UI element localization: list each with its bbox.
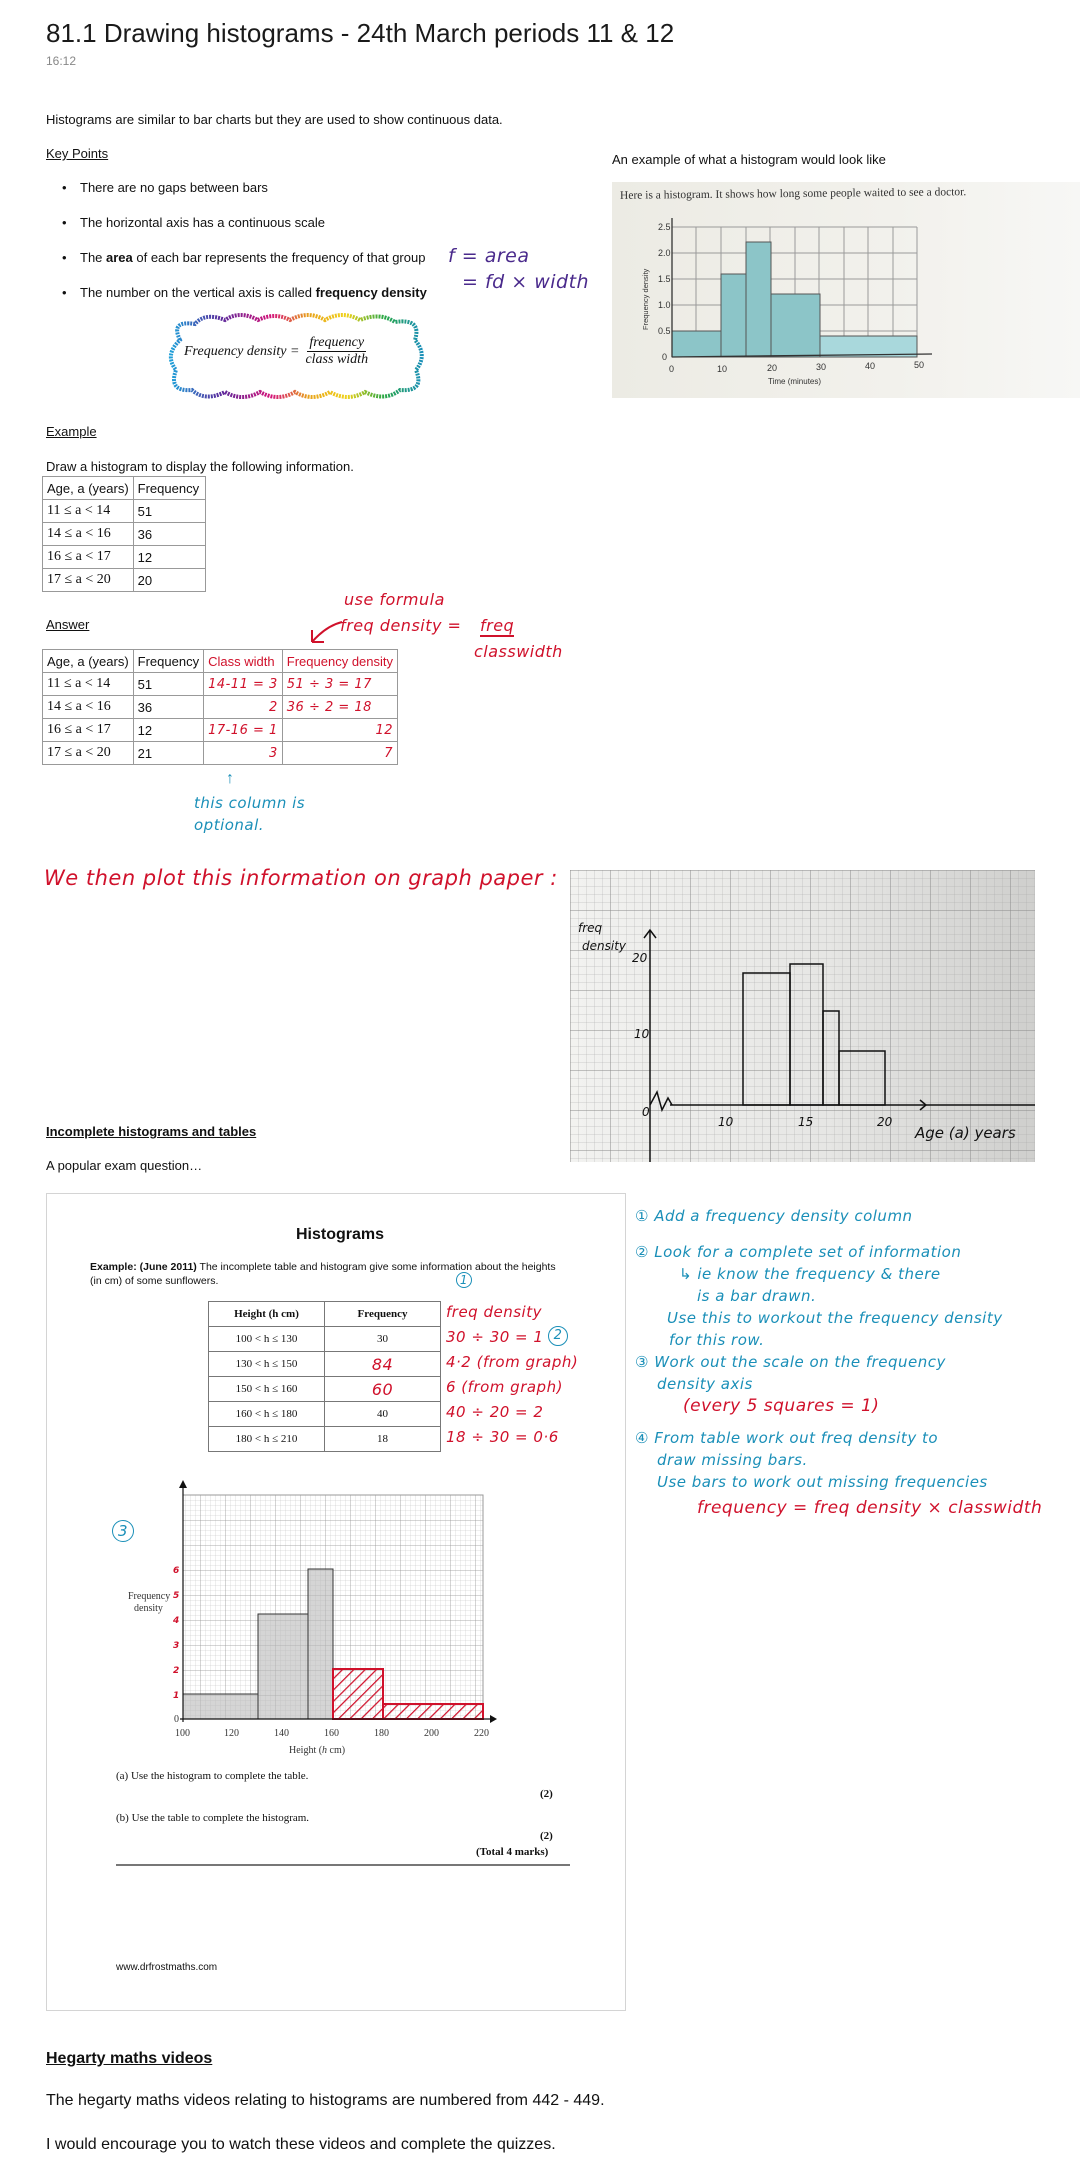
table-row — [43, 742, 398, 765]
table-row — [209, 1402, 441, 1427]
table-cell: 16 ≤ a < 17 — [43, 546, 134, 569]
table-cell-filled: 60 — [325, 1377, 441, 1402]
step-marker-2: 2 — [548, 1326, 568, 1346]
svg-text:100: 100 — [175, 1728, 190, 1739]
svg-text:density: density — [134, 1603, 163, 1614]
note-line: f = area — [448, 245, 530, 267]
freq-density-column — [446, 1300, 578, 1450]
exam-example-label: Example: (June 2011) — [90, 1261, 197, 1273]
formula-numerator: frequency — [309, 335, 365, 350]
exam-title: Histograms — [296, 1226, 385, 1243]
svg-text:50: 50 — [914, 360, 925, 370]
key-points-list — [80, 180, 427, 320]
incomplete-heading: Incomplete histograms and tables — [46, 1124, 257, 1139]
table-cell: 7 — [282, 742, 397, 765]
svg-text:4: 4 — [173, 1616, 180, 1626]
svg-text:6: 6 — [173, 1566, 180, 1576]
svg-text:0: 0 — [642, 1105, 650, 1119]
page-title: 81.1 Drawing histograms - 24th March periods 11 & 12 — [46, 18, 675, 48]
arrow-up-icon: ↑ — [226, 770, 234, 787]
svg-text:15: 15 — [798, 1115, 814, 1129]
table-cell: 11 ≤ a < 14 — [43, 500, 134, 523]
example-histogram-photo — [612, 182, 1080, 398]
step-2-detail: ↳ ie know the frequency & there — [679, 1265, 941, 1283]
table-row — [43, 523, 206, 546]
waiting-time-histogram — [612, 182, 1080, 398]
table-cell: 40 — [325, 1402, 441, 1427]
table-cell: 12 — [133, 719, 203, 742]
step-4: ④ From table work out freq density to — [635, 1429, 939, 1447]
solution-steps — [635, 1205, 1042, 1519]
table-header: Frequency density — [282, 650, 397, 673]
incomplete-intro: A popular exam question… — [46, 1158, 203, 1173]
table-cell: 36 ÷ 2 = 18 — [282, 696, 397, 719]
svg-text:20: 20 — [877, 1115, 893, 1129]
table-header-row — [43, 650, 398, 673]
step-3: ③ Work out the scale on the frequency — [635, 1353, 946, 1371]
fd-value: 4·2 (from graph) — [446, 1353, 579, 1371]
table-cell-filled: 84 — [325, 1352, 441, 1377]
table-row — [209, 1327, 441, 1352]
key-point-text: of each bar represents the frequency of that group — [132, 250, 426, 265]
hegarty-paragraph: The hegarty maths videos relating to histograms are numbered from 442 - 449. — [46, 2092, 605, 2109]
table-header: Age, a (years) — [43, 650, 134, 673]
svg-text:1.5: 1.5 — [658, 274, 671, 284]
table-header: Frequency — [133, 477, 205, 500]
table-cell: 51 ÷ 3 = 17 — [282, 673, 397, 696]
table-cell: 130 < h ≤ 150 — [209, 1352, 325, 1377]
frequency-density-formula — [184, 335, 368, 368]
hegarty-paragraph: I would encourage you to watch these videos and complete the quizzes. — [46, 2136, 556, 2153]
table-cell: 51 — [133, 500, 205, 523]
table-cell: 150 < h ≤ 160 — [209, 1377, 325, 1402]
graph-paper-photo — [570, 870, 1035, 1162]
table-row — [43, 673, 398, 696]
fd-value: 30 ÷ 30 = 1 — [446, 1328, 544, 1346]
table-row — [209, 1352, 441, 1377]
note-freq-density: freq density = — [340, 616, 462, 635]
svg-text:1: 1 — [173, 1691, 180, 1701]
table-cell: 30 — [325, 1327, 441, 1352]
intro-text: Histograms are similar to bar charts but they are used to show continuous data. — [46, 112, 503, 127]
svg-text:Frequency: Frequency — [128, 1591, 171, 1602]
step-marker-1: 1 — [456, 1272, 472, 1288]
svg-text:20: 20 — [632, 951, 648, 965]
step-1: ① Add a frequency density column — [635, 1207, 913, 1225]
photo-caption: Here is a histogram. It shows how long some people waited to see a doctor. — [619, 186, 967, 202]
example-instruction: Draw a histogram to display the following information. — [46, 459, 354, 474]
svg-text:0: 0 — [174, 1714, 179, 1725]
table-cell: 16 ≤ a < 17 — [43, 719, 134, 742]
table-cell: 36 — [133, 523, 205, 546]
svg-text:5: 5 — [173, 1591, 180, 1601]
svg-text:Frequency density: Frequency density — [641, 268, 650, 330]
table-cell: 17 ≤ a < 20 — [43, 569, 134, 592]
key-point-bold: frequency density — [315, 285, 427, 300]
key-point — [80, 215, 427, 250]
table-cell: 14 ≤ a < 16 — [43, 523, 134, 546]
fd-value: 18 ÷ 30 = 0·6 — [446, 1428, 559, 1446]
key-point — [80, 180, 427, 215]
svg-text:20: 20 — [767, 363, 778, 373]
step-2-detail: for this row. — [669, 1331, 765, 1349]
formula-fraction — [305, 335, 368, 368]
example-image-heading: An example of what a histogram would look like — [612, 152, 886, 167]
table-cell: 160 < h ≤ 180 — [209, 1402, 325, 1427]
svg-text:Age (a) years: Age (a) years — [915, 1124, 1016, 1142]
timestamp: 16:12 — [46, 54, 77, 68]
sunflower-table — [208, 1301, 441, 1452]
svg-text:density: density — [582, 939, 626, 953]
note-optional-column — [194, 792, 305, 836]
table-cell: 14 ≤ a < 16 — [43, 696, 134, 719]
formula-denominator: class width — [305, 352, 369, 367]
svg-text:3: 3 — [173, 1641, 180, 1651]
svg-text:10: 10 — [717, 364, 728, 374]
fd-value: 6 (from graph) — [446, 1378, 563, 1396]
table-cell: 100 < h ≤ 130 — [209, 1327, 325, 1352]
question-a-marks: (2) — [540, 1788, 553, 1800]
table-cell: 51 — [133, 673, 203, 696]
fd-header: freq density — [446, 1303, 542, 1321]
note-numerator: freq — [480, 616, 515, 635]
svg-text:200: 200 — [424, 1728, 439, 1739]
note-line: this column is — [194, 794, 306, 812]
table-row — [43, 719, 398, 742]
svg-text:10: 10 — [634, 1027, 650, 1041]
step-4-formula: frequency = freq density × classwidth — [697, 1498, 1043, 1518]
table-cell: 180 < h ≤ 210 — [209, 1427, 325, 1452]
step-4-detail: draw missing bars. — [657, 1451, 808, 1469]
svg-text:0.5: 0.5 — [658, 326, 671, 336]
svg-text:180: 180 — [374, 1728, 389, 1739]
total-marks: (Total 4 marks) — [476, 1846, 549, 1858]
source-site: www.drfrostmaths.com — [116, 1962, 218, 1973]
svg-text:Time (minutes): Time (minutes) — [768, 377, 822, 386]
svg-text:10: 10 — [718, 1115, 734, 1129]
answer-table — [42, 649, 398, 765]
svg-text:0: 0 — [669, 364, 675, 374]
step-2-detail: Use this to workout the frequency density — [667, 1309, 1003, 1327]
table-cell: 20 — [133, 569, 205, 592]
question-b: (b) Use the table to complete the histogram. — [116, 1812, 310, 1824]
svg-text:Height (h cm): Height (h cm) — [289, 1745, 346, 1756]
table-cell: 2 — [204, 696, 283, 719]
table-cell: 17 ≤ a < 20 — [43, 742, 134, 765]
table-header: Height (h cm) — [209, 1302, 325, 1327]
table-cell: 3 — [204, 742, 283, 765]
svg-text:2.0: 2.0 — [658, 248, 671, 258]
table-cell: 21 — [133, 742, 203, 765]
svg-text:1.0: 1.0 — [658, 300, 671, 310]
table-row — [209, 1377, 441, 1402]
table-header: Class width — [204, 650, 283, 673]
key-point-text: The number on the vertical axis is called — [80, 285, 316, 300]
table-cell: 36 — [133, 696, 203, 719]
step-marker-3: 3 — [112, 1520, 134, 1542]
step-3-scale: (every 5 squares = 1) — [683, 1396, 880, 1416]
answer-heading: Answer — [46, 617, 90, 632]
fd-value: 40 ÷ 20 = 2 — [446, 1403, 544, 1421]
example-heading: Example — [46, 424, 97, 439]
note-line: optional. — [194, 816, 265, 834]
age-histogram — [570, 870, 1035, 1162]
step-3-detail: density axis — [657, 1375, 753, 1393]
note-use-formula: use formula — [344, 590, 445, 609]
key-point — [80, 250, 427, 285]
handwritten-area-note — [448, 243, 589, 295]
svg-text:220: 220 — [474, 1728, 489, 1739]
svg-text:160: 160 — [324, 1728, 339, 1739]
step-2: ② Look for a complete set of information — [635, 1243, 962, 1261]
plot-note: We then plot this information on graph paper : — [44, 866, 558, 890]
table-header: Frequency — [133, 650, 203, 673]
table-row — [209, 1427, 441, 1452]
formula-lhs: Frequency density = — [184, 343, 300, 359]
table-cell: 17-16 = 1 — [204, 719, 283, 742]
key-points-heading: Key Points — [46, 146, 109, 161]
exam-divider — [116, 1864, 570, 1866]
step-2-detail: is a bar drawn. — [697, 1287, 817, 1305]
key-point-bold: area — [106, 250, 133, 265]
example-table — [42, 476, 206, 592]
table-header-row — [43, 477, 206, 500]
svg-text:freq: freq — [578, 921, 603, 935]
table-header: Frequency — [325, 1302, 441, 1327]
note-denominator: classwidth — [474, 642, 563, 661]
svg-text:2.5: 2.5 — [658, 222, 671, 232]
key-point-text: The horizontal axis has a continuous scale — [80, 215, 325, 230]
table-row — [43, 696, 398, 719]
table-row — [43, 546, 206, 569]
svg-text:140: 140 — [274, 1728, 289, 1739]
table-cell: 12 — [282, 719, 397, 742]
note-line: = fd × width — [462, 271, 590, 293]
table-cell: 18 — [325, 1427, 441, 1452]
table-cell: 14-11 = 3 — [204, 673, 283, 696]
table-header-row — [209, 1302, 441, 1327]
svg-text:2: 2 — [173, 1666, 180, 1676]
hegarty-heading: Hegarty maths videos — [46, 2050, 213, 2067]
table-cell: 11 ≤ a < 14 — [43, 673, 134, 696]
svg-text:0: 0 — [662, 352, 668, 362]
exam-example-body: The incomplete table and histogram give some information about the heights (in cm) of some sunflowers. — [90, 1261, 556, 1287]
exam-example-text — [90, 1260, 560, 1288]
question-b-marks: (2) — [540, 1830, 553, 1842]
step-4-detail: Use bars to work out missing frequencies — [657, 1473, 988, 1491]
svg-text:120: 120 — [224, 1728, 239, 1739]
sunflower-histogram — [100, 1470, 500, 1770]
svg-text:30: 30 — [816, 362, 827, 372]
key-point-text: The — [80, 250, 107, 265]
table-header: Age, a (years) — [43, 477, 134, 500]
table-cell: 12 — [133, 546, 205, 569]
question-a: (a) Use the histogram to complete the table. — [116, 1770, 309, 1782]
table-row — [43, 500, 206, 523]
table-row — [43, 569, 206, 592]
svg-text:40: 40 — [865, 361, 876, 371]
key-point-text: There are no gaps between bars — [80, 180, 268, 195]
